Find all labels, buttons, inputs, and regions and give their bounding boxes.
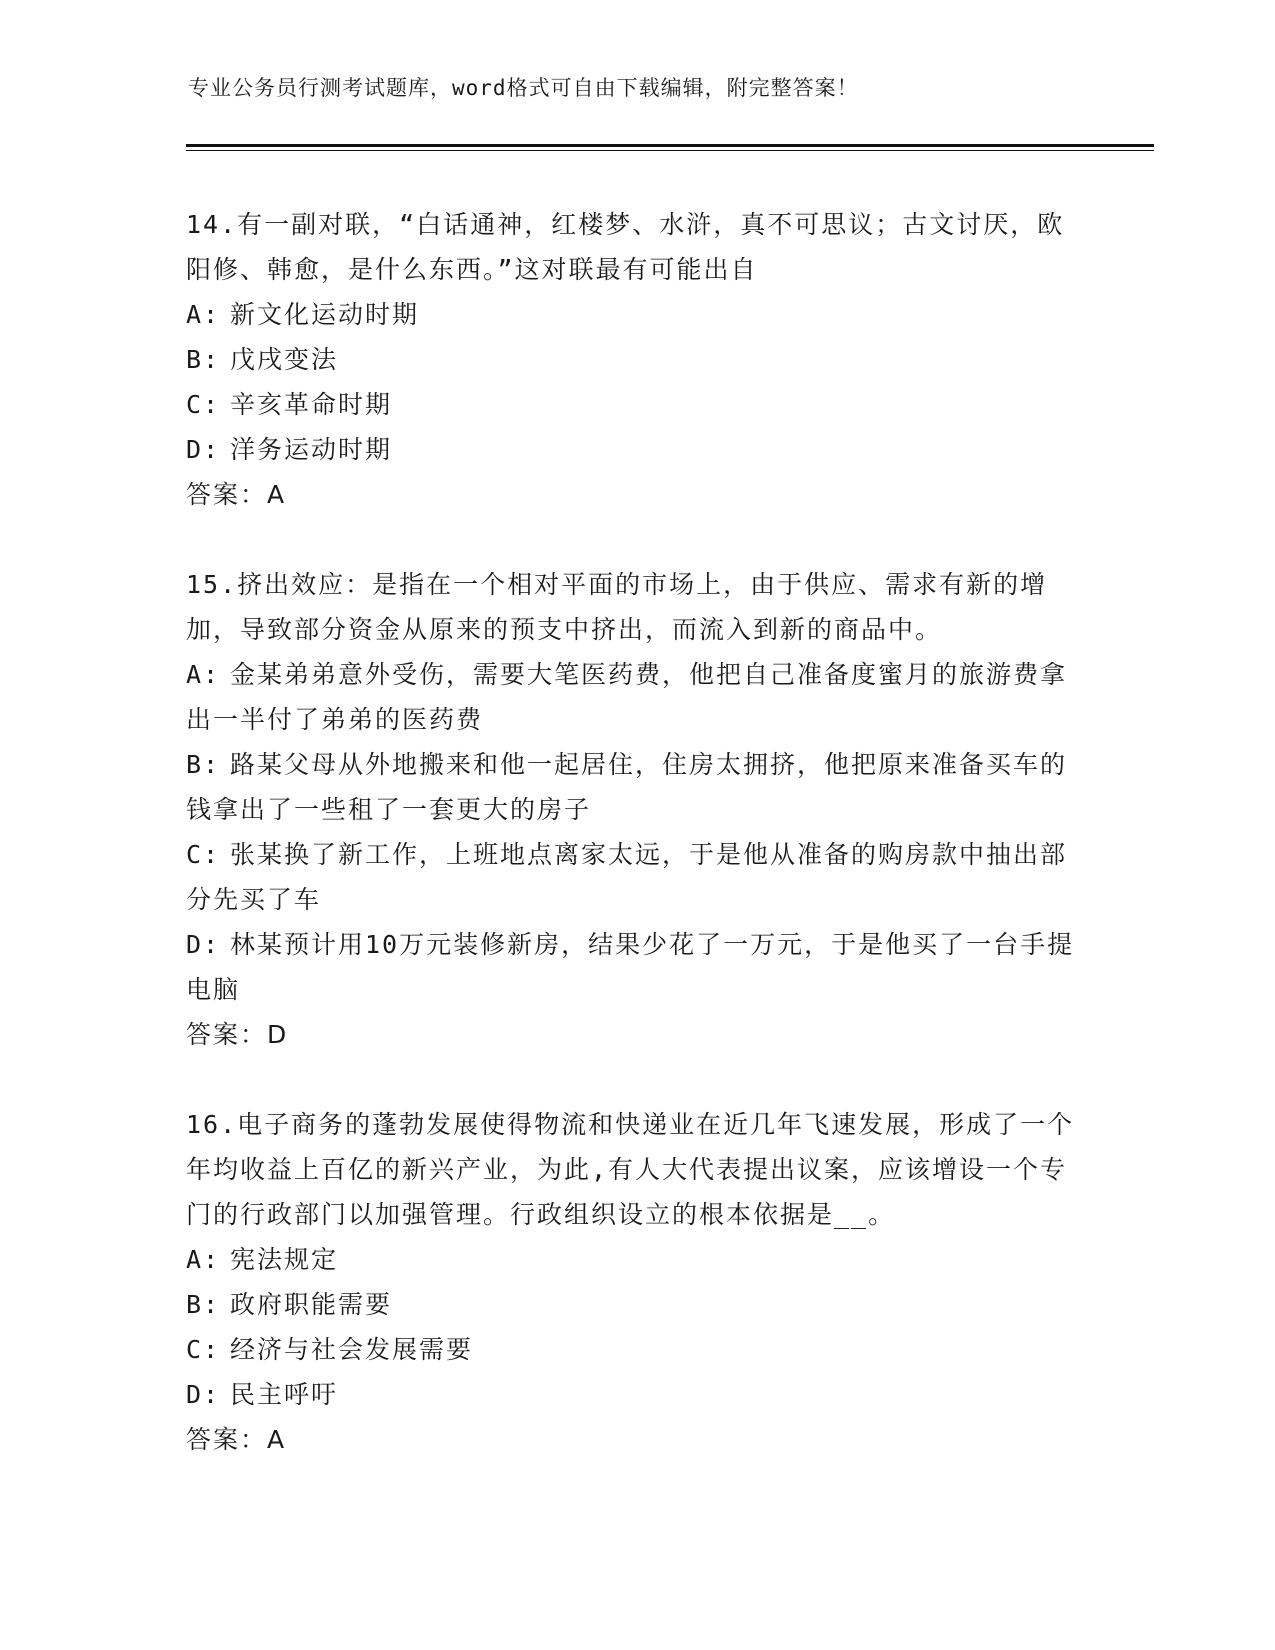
option-letter: C:	[186, 840, 221, 869]
answer-line: 答案：A	[186, 1425, 287, 1454]
option-a	[186, 292, 1086, 337]
question-15	[186, 562, 1086, 1057]
option-d	[186, 922, 1086, 1012]
question-16	[186, 1102, 1086, 1462]
option-text: 路某父母从外地搬来和他一起居住，住房太拥挤，他把原来准备买车的钱拿出了一些租了一套更大的房子	[186, 750, 1068, 824]
answer-line: 答案：A	[186, 480, 287, 509]
option-b	[186, 1282, 1086, 1327]
answer-line: 答案：D	[186, 1020, 289, 1049]
option-letter: A:	[186, 300, 221, 329]
option-a	[186, 652, 1086, 742]
option-text: 戊戌变法	[230, 345, 339, 374]
option-letter: B:	[186, 1290, 221, 1319]
option-text: 政府职能需要	[230, 1290, 393, 1319]
option-d	[186, 427, 1086, 472]
option-letter: D:	[186, 930, 221, 959]
question-list	[186, 202, 1086, 1507]
option-b	[186, 337, 1086, 382]
option-text: 辛亥革命时期	[230, 390, 393, 419]
option-letter: A:	[186, 660, 221, 689]
option-text: 金某弟弟意外受伤，需要大笔医药费，他把自己准备度蜜月的旅游费拿出一半付了弟弟的医药费	[186, 660, 1068, 734]
option-c	[186, 832, 1086, 922]
option-d	[186, 1372, 1086, 1417]
header-rule-thick	[186, 144, 1154, 147]
question-stem: 16.电子商务的蓬勃发展使得物流和快递业在近几年飞速发展，形成了一个年均收益上百亿的新兴产业，为此,有人大代表提出议案，应该增设一个专门的行政部门以加强管理。行政组织设立的根本依据是__。	[186, 1110, 1075, 1229]
option-text: 民主呼吁	[230, 1380, 339, 1409]
question-14	[186, 202, 1086, 517]
option-text: 宪法规定	[230, 1245, 339, 1274]
header-rule-thin	[186, 150, 1154, 151]
option-letter: B:	[186, 345, 221, 374]
option-text: 张某换了新工作，上班地点离家太远，于是他从准备的购房款中抽出部分先买了车	[186, 840, 1068, 914]
option-letter: A:	[186, 1245, 221, 1274]
option-letter: C:	[186, 1335, 221, 1364]
option-letter: C:	[186, 390, 221, 419]
question-stem: 14.有一副对联，“白话通神，红楼梦、水浒，真不可思议；古文讨厌，欧阳修、韩愈，是什么东西。”这对联最有可能出自	[186, 210, 1065, 284]
option-b	[186, 742, 1086, 832]
option-letter: B:	[186, 750, 221, 779]
option-c	[186, 382, 1086, 427]
option-c	[186, 1327, 1086, 1372]
question-stem: 15.挤出效应：是指在一个相对平面的市场上，由于供应、需求有新的增加，导致部分资金从原来的预支中挤出，而流入到新的商品中。	[186, 570, 1048, 644]
option-a	[186, 1237, 1086, 1282]
option-text: 洋务运动时期	[230, 435, 393, 464]
option-letter: D:	[186, 435, 221, 464]
option-text: 新文化运动时期	[230, 300, 420, 329]
header-text: 专业公务员行测考试题库，word格式可自由下载编辑，附完整答案！	[188, 76, 859, 100]
option-letter: D:	[186, 1380, 221, 1409]
option-text: 经济与社会发展需要	[230, 1335, 474, 1364]
option-text: 林某预计用10万元装修新房，结果少花了一万元，于是他买了一台手提电脑	[186, 930, 1075, 1004]
